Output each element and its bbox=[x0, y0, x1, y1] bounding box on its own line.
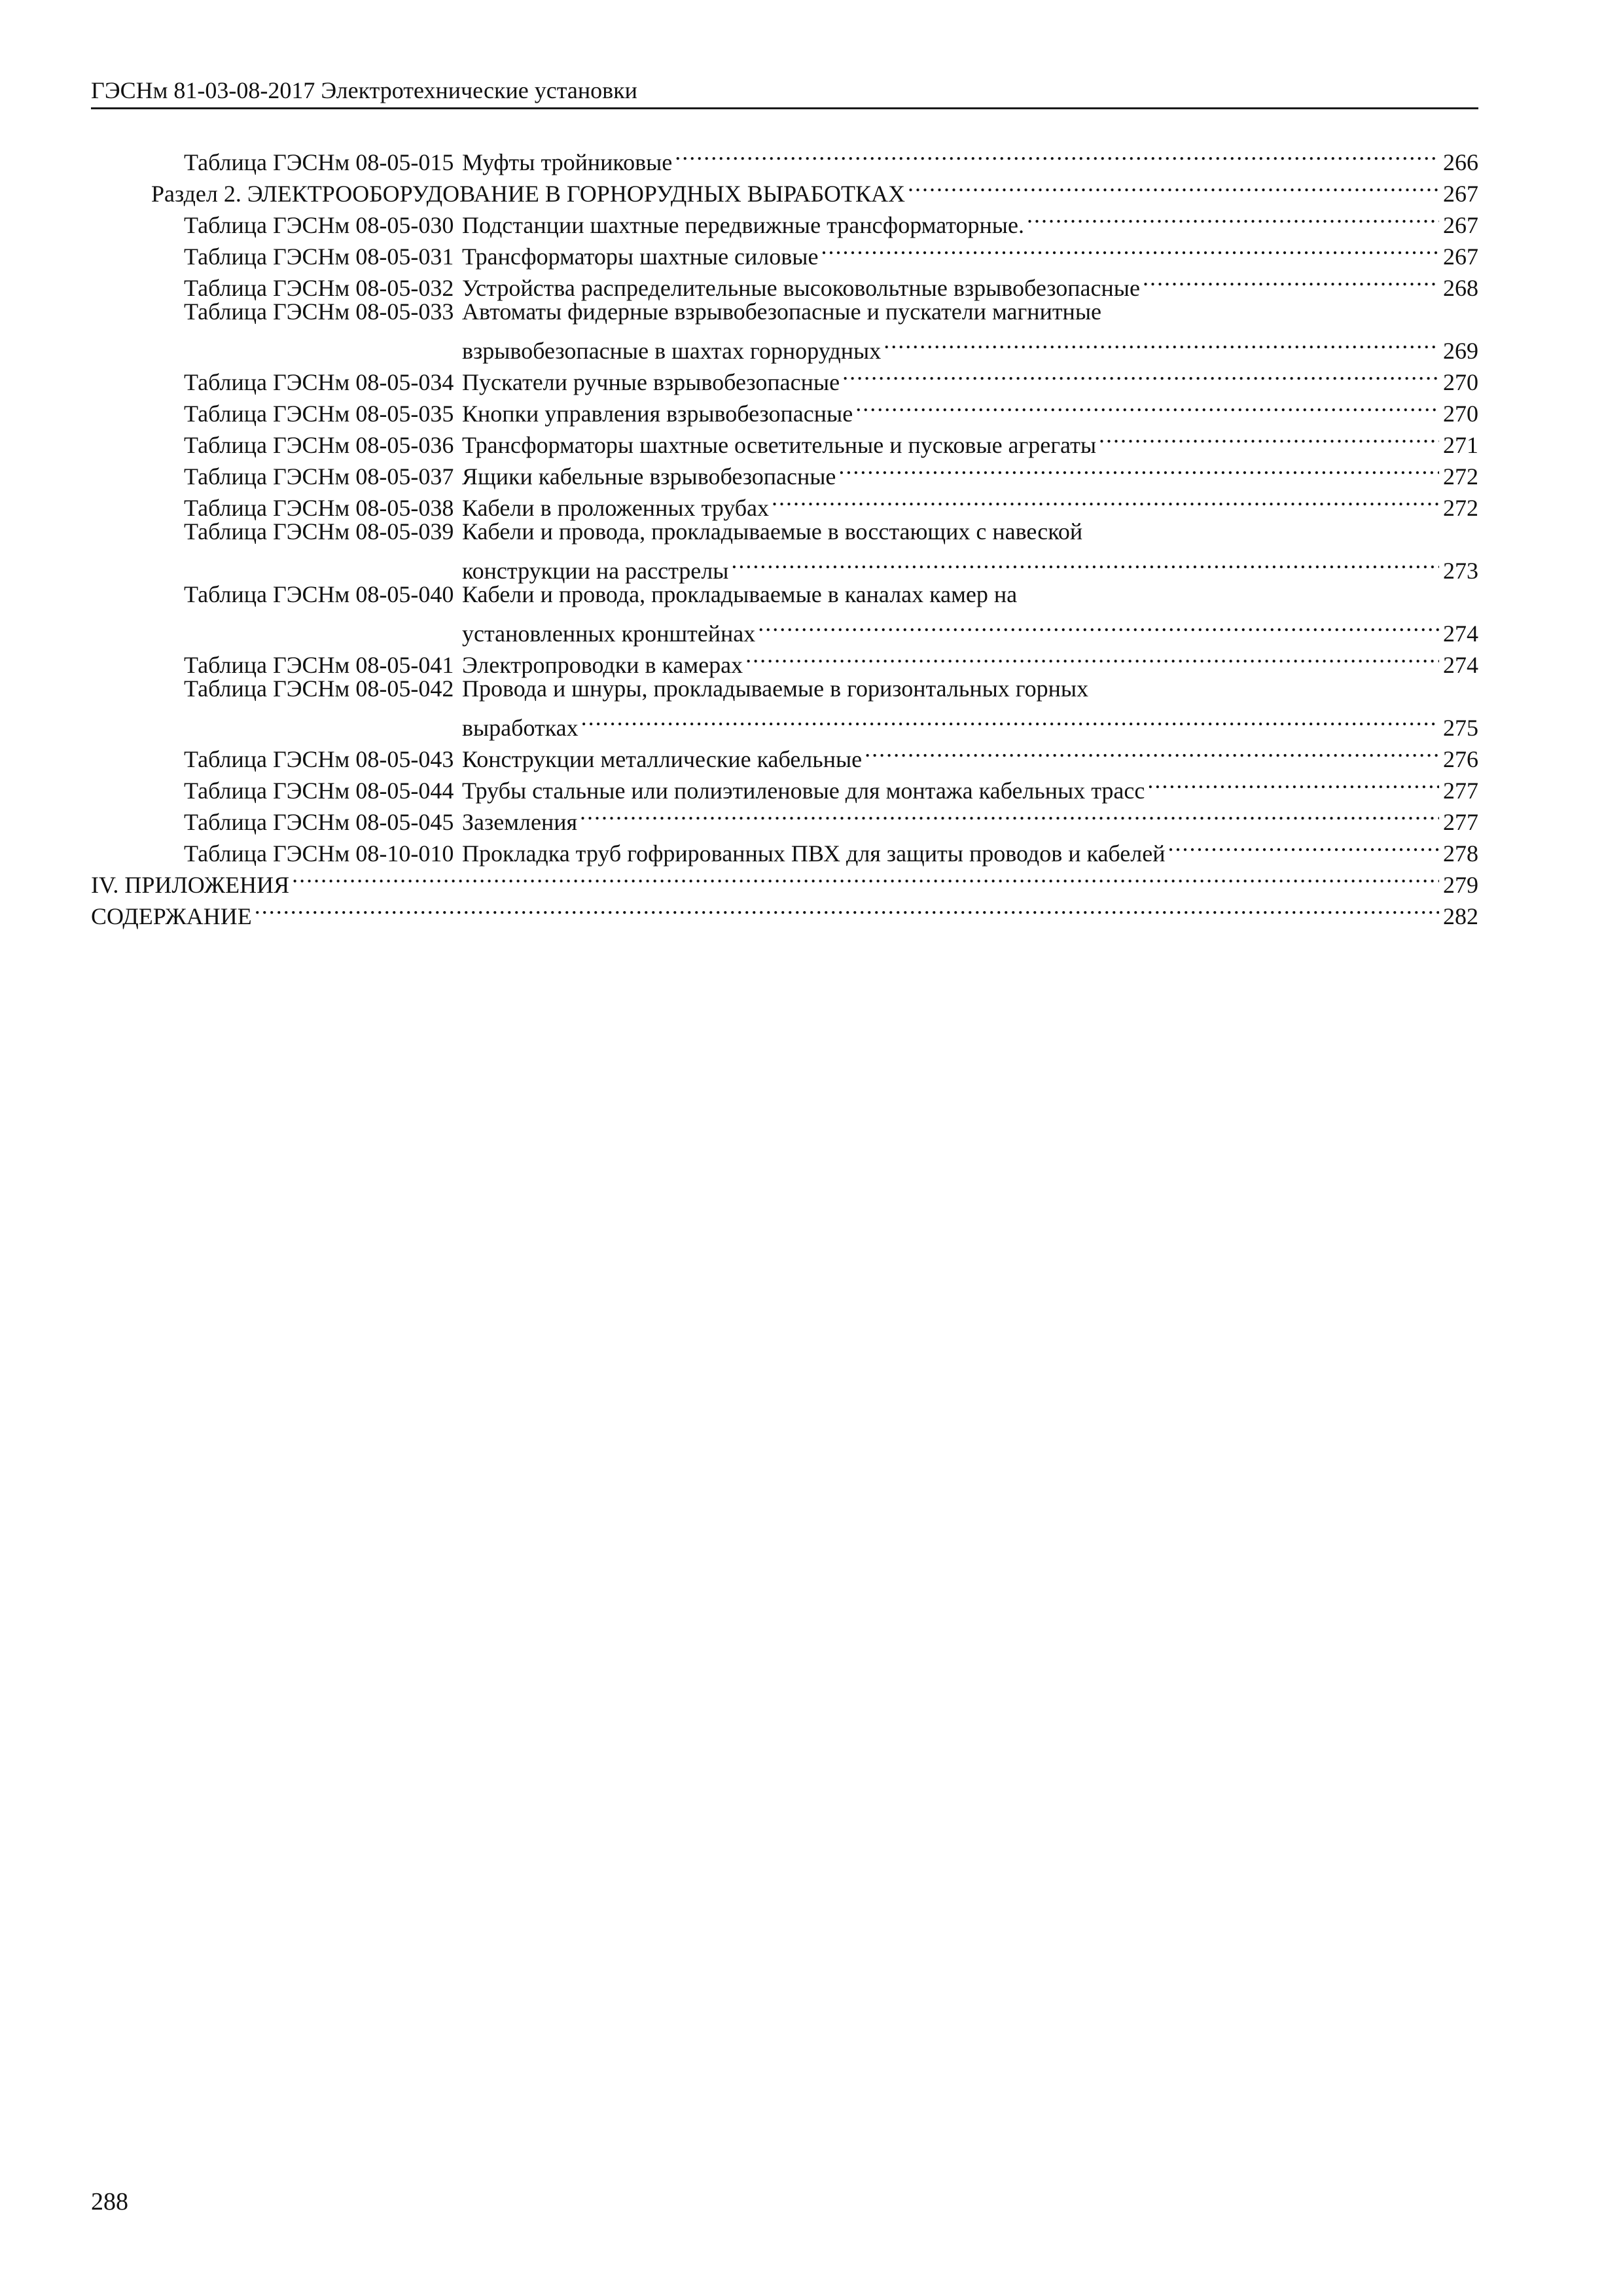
toc-entry-title: Устройства распределительные высоковольтные взрывобезопасные bbox=[462, 275, 1140, 301]
toc-entry[interactable] bbox=[91, 736, 1478, 772]
toc-entry-title: Кнопки управления взрывобезопасные bbox=[462, 401, 853, 427]
toc-entry[interactable] bbox=[91, 516, 1478, 547]
toc-entry-page: 271 bbox=[1443, 432, 1478, 458]
toc-entry-page: 267 bbox=[1443, 181, 1478, 207]
dot-leader bbox=[855, 390, 1439, 422]
toc-entry-page: 270 bbox=[1443, 401, 1478, 427]
toc-entry-code: Таблица ГЭСНм 08-05-043 bbox=[184, 746, 454, 772]
toc-entry-title: Прокладка труб гофрированных ПВХ для защиты проводов и кабелей bbox=[462, 840, 1166, 867]
toc-entry[interactable] bbox=[91, 579, 1478, 610]
toc-entry-code: Таблица ГЭСНм 08-05-035 bbox=[184, 401, 454, 427]
toc-entry-page: 278 bbox=[1443, 840, 1478, 867]
toc-entry[interactable] bbox=[91, 139, 1478, 175]
dot-leader bbox=[772, 484, 1439, 516]
toc-entry-code: Таблица ГЭСНм 08-05-039 bbox=[184, 518, 454, 545]
toc-entry-code: Таблица ГЭСНм 08-05-032 bbox=[184, 275, 454, 301]
dot-leader bbox=[581, 704, 1439, 736]
dot-leader bbox=[255, 893, 1439, 924]
toc-entry-title: Кабели в проложенных трубах bbox=[462, 495, 770, 521]
dot-leader bbox=[745, 641, 1439, 673]
toc-entry-code: Таблица ГЭСНм 08-05-045 bbox=[184, 809, 454, 835]
toc-entry-page: 277 bbox=[1443, 809, 1478, 835]
toc-entry-page: 282 bbox=[1443, 903, 1478, 929]
toc-entry-code: Таблица ГЭСНм 08-05-037 bbox=[184, 463, 454, 490]
dot-leader bbox=[758, 610, 1439, 641]
toc-entry-code: Таблица ГЭСНм 08-05-044 bbox=[184, 778, 454, 804]
toc-entry-page: 267 bbox=[1443, 243, 1478, 270]
toc-entry-page: 276 bbox=[1443, 746, 1478, 772]
toc-entry-title-cont: взрывобезопасные в шахтах горнорудных bbox=[462, 338, 882, 364]
toc-entry-title-cont: выработках bbox=[462, 715, 579, 741]
toc-entry-page: 273 bbox=[1443, 558, 1478, 584]
dot-leader bbox=[1099, 422, 1439, 453]
toc-entry-continuation[interactable] bbox=[91, 547, 1478, 584]
toc-entry-page: 274 bbox=[1443, 620, 1478, 647]
toc-entry-page: 275 bbox=[1443, 715, 1478, 741]
toc-entry-code: Таблица ГЭСНм 08-05-036 bbox=[184, 432, 454, 458]
toc-section-title: Раздел 2. ЭЛЕКТРООБОРУДОВАНИЕ В ГОРНОРУДНЫХ ВЫРАБОТКАХ bbox=[151, 181, 905, 207]
toc-entry-title-cont: установленных кронштейнах bbox=[462, 620, 756, 647]
toc-entry-page: 269 bbox=[1443, 338, 1478, 364]
toc-entry-title: Кабели и провода, прокладываемые в каналах камер на bbox=[462, 581, 1018, 607]
page-number: 288 bbox=[91, 2188, 128, 2215]
dot-leader bbox=[865, 736, 1439, 767]
toc-entry-page: 270 bbox=[1443, 369, 1478, 395]
toc-entry-page: 267 bbox=[1443, 212, 1478, 238]
toc-entry-code: Таблица ГЭСНм 08-05-040 bbox=[184, 581, 454, 607]
toc-entry-title: Трубы стальные или полиэтиленовые для монтажа кабельных трасс bbox=[462, 778, 1145, 804]
toc-entry-title: Конструкции металлические кабельные bbox=[462, 746, 863, 772]
toc-entry-page: 279 bbox=[1443, 872, 1478, 898]
toc-entry-title-cont: конструкции на расстрелы bbox=[462, 558, 729, 584]
dot-leader bbox=[842, 359, 1439, 390]
toc-entry-continuation[interactable] bbox=[91, 327, 1478, 364]
toc-part-title: IV. ПРИЛОЖЕНИЯ bbox=[91, 872, 290, 898]
toc-entry-code: Таблица ГЭСНм 08-05-042 bbox=[184, 675, 454, 702]
toc-entry-page: 274 bbox=[1443, 652, 1478, 678]
dot-leader bbox=[1147, 767, 1439, 798]
toc-entry-code: Таблица ГЭСНм 08-05-038 bbox=[184, 495, 454, 521]
toc-entry-continuation[interactable] bbox=[91, 704, 1478, 741]
toc-entry-title: Трансформаторы шахтные силовые bbox=[462, 243, 819, 270]
toc-entry-page: 272 bbox=[1443, 495, 1478, 521]
toc-entry-title: Электропроводки в камерах bbox=[462, 652, 743, 678]
toc-entry-page: 272 bbox=[1443, 463, 1478, 490]
toc-entry-title: Подстанции шахтные передвижные трансформаторные. bbox=[462, 212, 1024, 238]
toc-entry-title: Ящики кабельные взрывобезопасные bbox=[462, 463, 836, 490]
toc-part-title: СОДЕРЖАНИЕ bbox=[91, 903, 252, 929]
dot-leader bbox=[1027, 202, 1439, 233]
toc-entry-title: Кабели и провода, прокладываемые в восстающих с навеской bbox=[462, 518, 1083, 545]
toc-part-entry[interactable] bbox=[91, 893, 1478, 929]
toc-entry-title: Пускатели ручные взрывобезопасные bbox=[462, 369, 840, 395]
toc-entry-title: Автоматы фидерные взрывобезопасные и пускатели магнитные bbox=[462, 298, 1101, 325]
toc-entry-title: Заземления bbox=[462, 809, 578, 835]
toc-entry-code: Таблица ГЭСНм 08-05-034 bbox=[184, 369, 454, 395]
toc-entry-title: Муфты тройниковые bbox=[462, 149, 673, 175]
toc-entry-page: 268 bbox=[1443, 275, 1478, 301]
dot-leader bbox=[731, 547, 1439, 579]
toc-entry-title: Провода и шнуры, прокладываемые в горизонтальных горных bbox=[462, 675, 1089, 702]
toc-entry-code: Таблица ГЭСНм 08-05-031 bbox=[184, 243, 454, 270]
dot-leader bbox=[908, 170, 1439, 202]
toc-entry[interactable] bbox=[91, 641, 1478, 678]
table-of-contents bbox=[91, 139, 1478, 929]
toc-entry[interactable] bbox=[91, 673, 1478, 704]
dot-leader bbox=[1168, 830, 1439, 861]
toc-entry-code: Таблица ГЭСНм 08-05-041 bbox=[184, 652, 454, 678]
toc-entry-title: Трансформаторы шахтные осветительные и пусковые агрегаты bbox=[462, 432, 1097, 458]
dot-leader bbox=[821, 233, 1439, 264]
toc-entry-page: 266 bbox=[1443, 149, 1478, 175]
running-header: ГЭСНм 81-03-08-2017 Электротехнические установки bbox=[91, 73, 1478, 109]
dot-leader bbox=[883, 327, 1439, 359]
dot-leader bbox=[838, 453, 1439, 484]
toc-entry-continuation[interactable] bbox=[91, 610, 1478, 647]
dot-leader bbox=[580, 798, 1439, 830]
dot-leader bbox=[675, 139, 1439, 170]
toc-part-entry[interactable] bbox=[91, 861, 1478, 898]
dot-leader bbox=[292, 861, 1439, 893]
toc-entry-code: Таблица ГЭСНм 08-05-033 bbox=[184, 298, 454, 325]
toc-entry-code: Таблица ГЭСНм 08-10-010 bbox=[184, 840, 454, 867]
toc-entry[interactable] bbox=[91, 296, 1478, 327]
dot-leader bbox=[1143, 264, 1439, 296]
toc-entry-page: 277 bbox=[1443, 778, 1478, 804]
toc-entry-code: Таблица ГЭСНм 08-05-030 bbox=[184, 212, 454, 238]
toc-entry-code: Таблица ГЭСНм 08-05-015 bbox=[184, 149, 454, 175]
